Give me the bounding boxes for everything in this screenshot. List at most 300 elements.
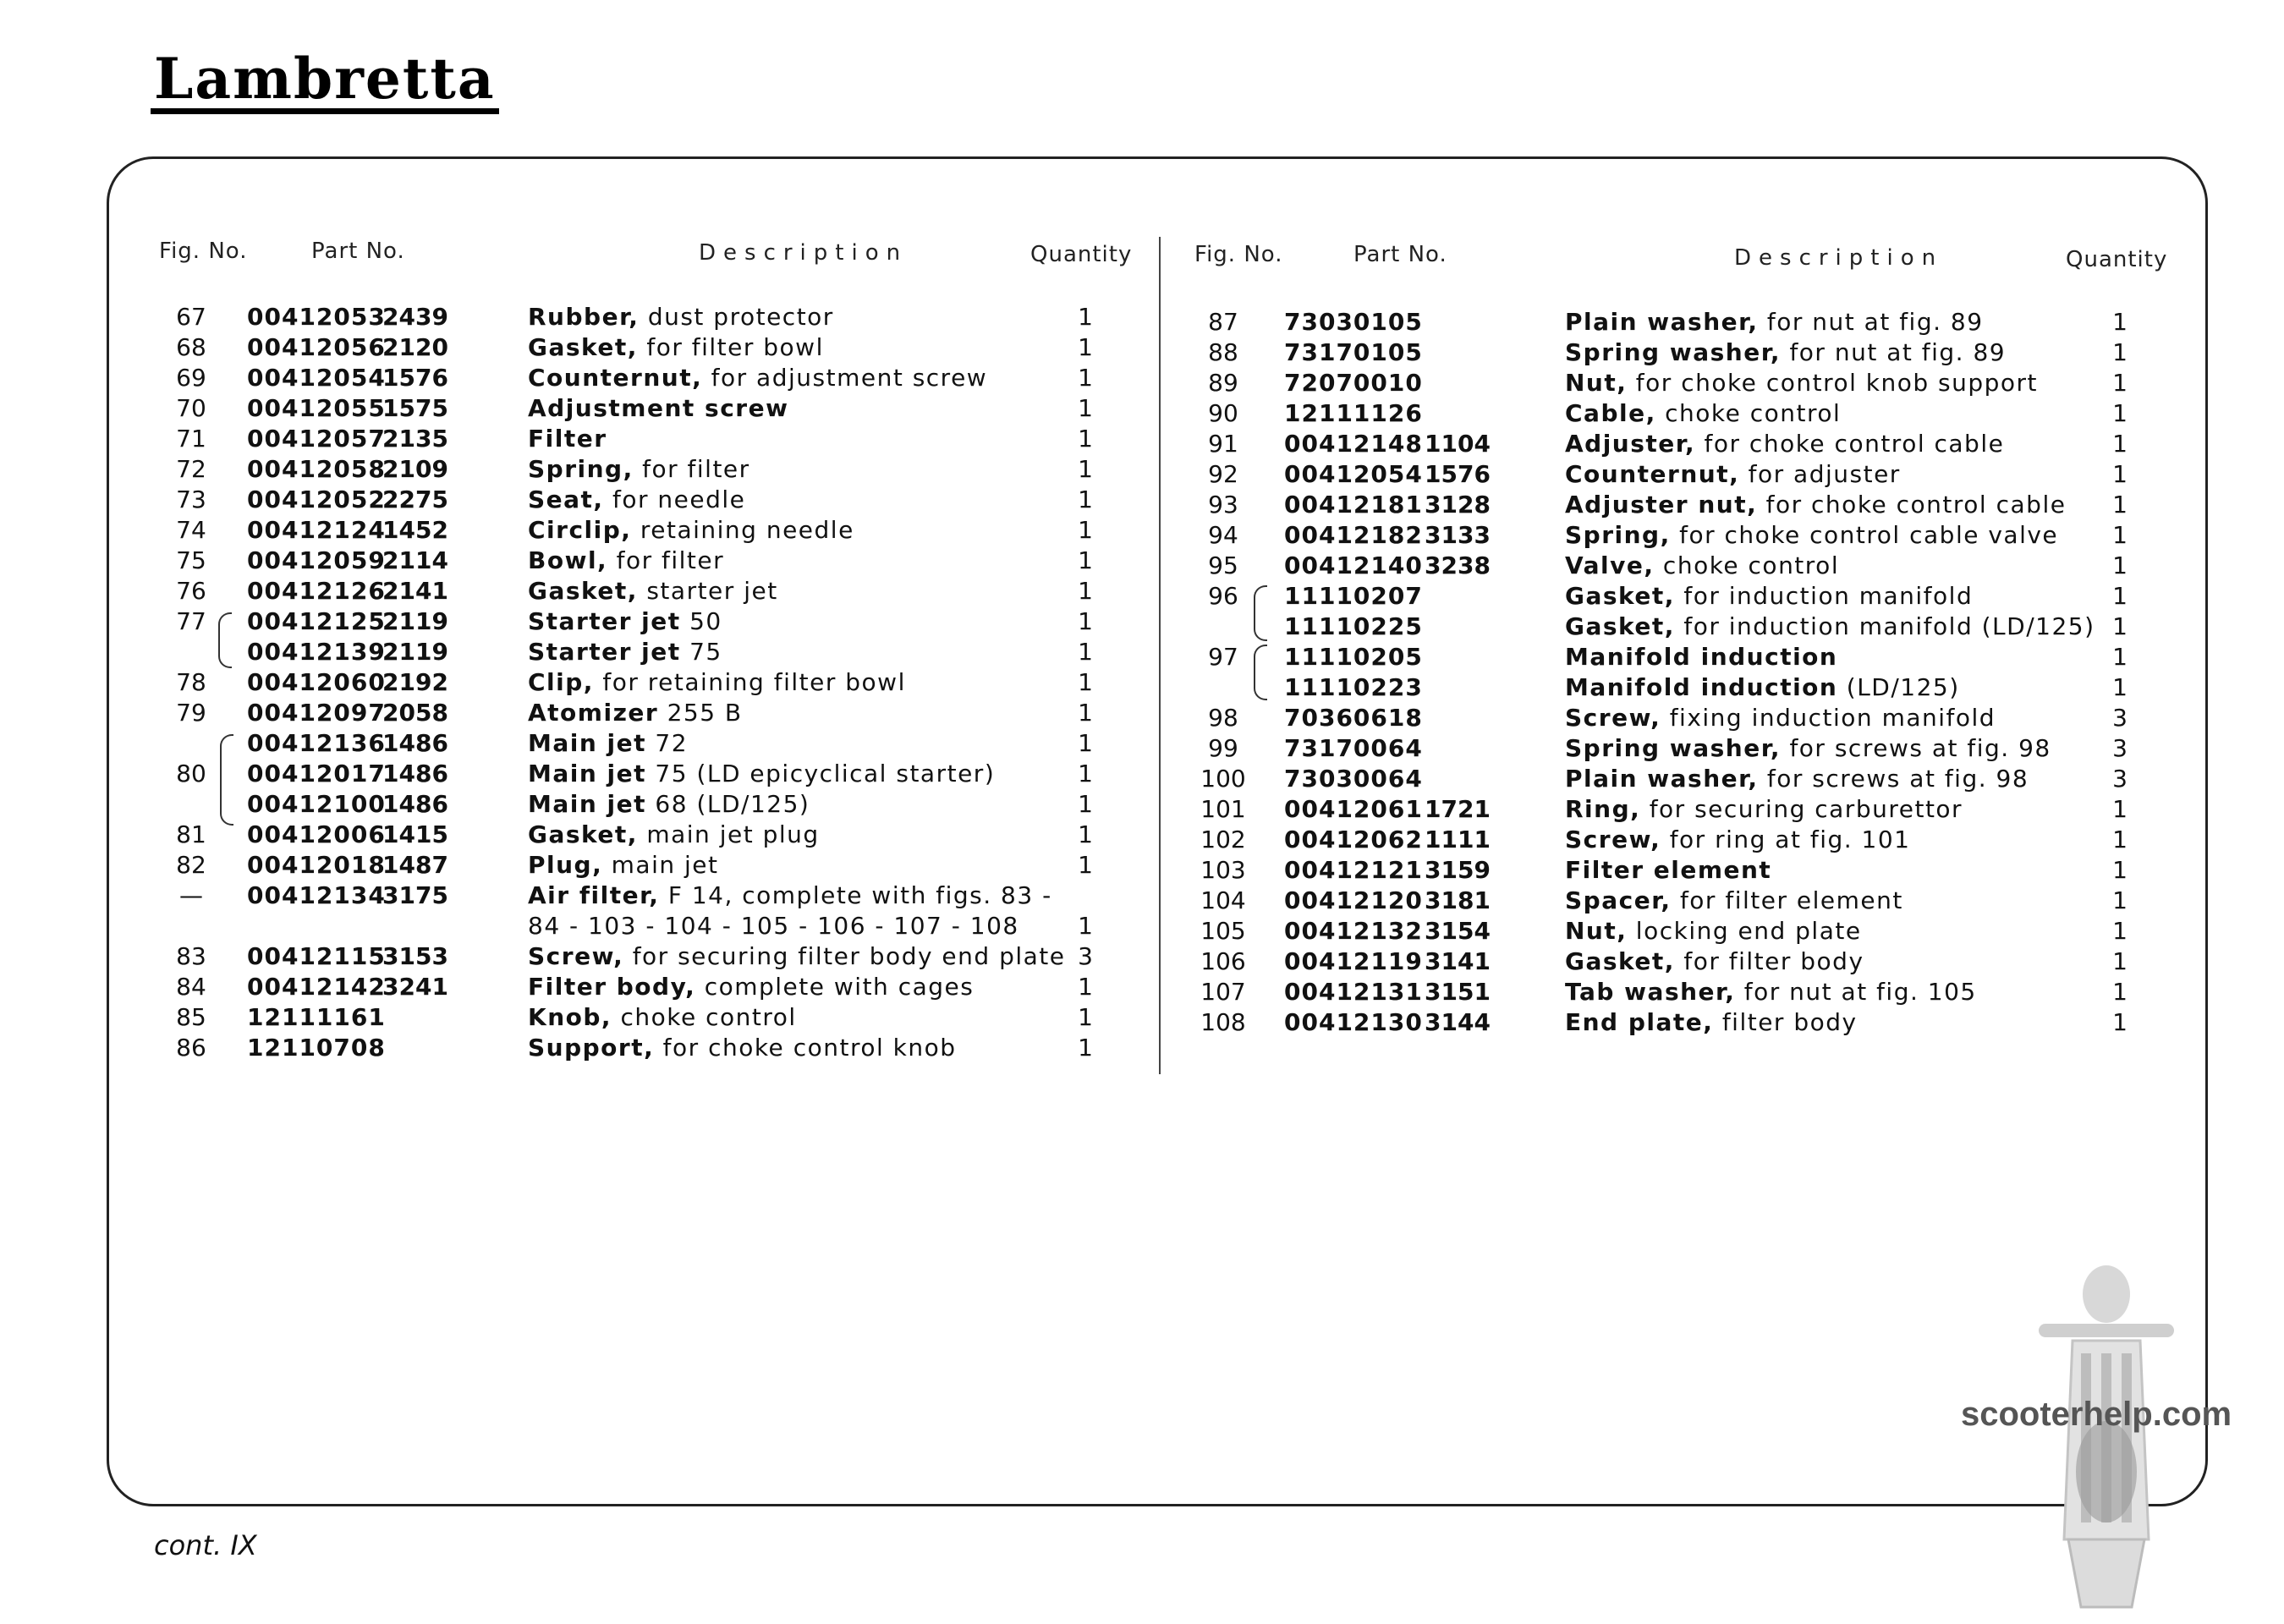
fig-number: 72	[176, 455, 206, 483]
part-name: Starter jet	[528, 638, 681, 666]
part-name: Spring washer,	[1565, 338, 1782, 366]
quantity: 1	[2112, 338, 2128, 366]
quantity: 1	[2112, 399, 2128, 427]
description	[528, 577, 778, 605]
description	[528, 516, 854, 544]
part-code: 3238	[1425, 551, 1491, 579]
header-part-no-left: Part No.	[311, 239, 405, 264]
part-name: Counternut,	[528, 364, 703, 392]
part-number: 00412061	[1284, 795, 1423, 823]
part-detail: for securing filter body end plate	[632, 942, 1066, 970]
part-code: 2275	[382, 486, 448, 513]
part-number: 00412124	[247, 516, 386, 544]
part-name: Counternut,	[1565, 460, 1740, 488]
description	[1565, 643, 1837, 671]
part-detail: for filter bowl	[646, 333, 824, 361]
part-number: 00412125	[247, 607, 386, 635]
quantity: 1	[1078, 455, 1093, 483]
quantity: 1	[2112, 643, 2128, 671]
quantity: 3	[2112, 765, 2128, 793]
fig-number: 80	[176, 760, 206, 787]
part-detail: main jet plug	[646, 820, 820, 848]
part-name: Circlip,	[528, 516, 632, 544]
part-number: 00412054	[1284, 460, 1423, 488]
fig-number: 102	[1200, 826, 1246, 853]
fig-number: 95	[1208, 551, 1238, 579]
quantity: 1	[2112, 795, 2128, 823]
part-code: 1486	[382, 790, 448, 818]
description	[528, 912, 1019, 940]
part-detail: for filter	[642, 455, 750, 483]
description	[1565, 551, 1839, 579]
description	[528, 607, 722, 635]
quantity: 1	[1078, 394, 1093, 422]
brace-fig-96	[1254, 585, 1267, 641]
part-code: 1576	[1425, 460, 1491, 488]
brace-fig-80	[220, 734, 233, 826]
part-name: Clip,	[528, 668, 594, 696]
part-number: 00412054	[247, 364, 386, 392]
part-code: 2439	[382, 303, 448, 331]
part-detail: choke control	[1665, 399, 1842, 427]
part-name: Valve,	[1565, 551, 1655, 579]
part-detail: starter jet	[646, 577, 778, 605]
fig-number: 68	[176, 333, 206, 361]
part-name: Gasket,	[528, 820, 638, 848]
part-name: Gasket,	[1565, 582, 1675, 610]
part-detail: for nut at fig. 89	[1789, 338, 2007, 366]
part-detail: for ring at fig. 101	[1669, 826, 1911, 853]
description	[1565, 612, 2095, 640]
part-name: Seat,	[528, 486, 604, 513]
quantity: 1	[2112, 430, 2128, 458]
part-detail: for retaining filter bowl	[602, 668, 906, 696]
part-detail: 50	[689, 607, 722, 635]
part-name: Filter body,	[528, 973, 696, 1001]
continuation-label: cont. IX	[154, 1529, 257, 1561]
quantity: 3	[1078, 942, 1093, 970]
part-number: 00412131	[1284, 978, 1423, 1006]
part-code: 2119	[382, 638, 448, 666]
quantity: 1	[2112, 826, 2128, 853]
fig-number: 94	[1208, 521, 1238, 549]
header-part-no-right: Part No.	[1353, 242, 1447, 267]
part-detail: 68 (LD/125)	[655, 790, 810, 818]
quantity: 1	[1078, 699, 1093, 727]
part-number: 12111126	[1284, 399, 1423, 427]
part-number: 11110225	[1284, 612, 1423, 640]
part-detail: for nut at fig. 89	[1766, 308, 1984, 336]
part-detail: for screws at fig. 98	[1789, 734, 2051, 762]
quantity: 1	[1078, 790, 1093, 818]
quantity: 1	[1078, 516, 1093, 544]
part-code: 2109	[382, 455, 448, 483]
part-number: 00412057	[247, 425, 386, 453]
quantity: 1	[2112, 491, 2128, 518]
part-number: 00412018	[247, 851, 386, 879]
part-detail: dust protector	[647, 303, 834, 331]
quantity: 1	[2112, 886, 2128, 914]
part-name: Filter element	[1565, 856, 1772, 884]
part-number: 11110205	[1284, 643, 1423, 671]
part-code: 1486	[382, 729, 448, 757]
part-code: 2192	[382, 668, 448, 696]
description	[528, 546, 724, 574]
part-number: 00412062	[1284, 826, 1423, 853]
part-code: 3153	[382, 942, 448, 970]
description	[1565, 673, 1960, 701]
description	[1565, 582, 1973, 610]
part-name: Main jet	[528, 790, 647, 818]
quantity: 1	[2112, 308, 2128, 336]
fig-number: 77	[176, 607, 206, 635]
part-name: Cable,	[1565, 399, 1656, 427]
part-name: Screw,	[1565, 704, 1661, 732]
part-detail: locking end plate	[1635, 917, 1862, 945]
fig-number: 70	[176, 394, 206, 422]
quantity: 1	[1078, 1003, 1093, 1031]
part-number: 00412119	[1284, 947, 1423, 975]
quantity: 1	[1078, 851, 1093, 879]
description	[528, 303, 834, 331]
fig-number: 84	[176, 973, 206, 1001]
fig-number: 78	[176, 668, 206, 696]
description	[528, 790, 810, 818]
quantity: 1	[2112, 582, 2128, 610]
header-quantity-left: Quantity	[1030, 242, 1133, 267]
quantity: 1	[1078, 668, 1093, 696]
header-fig-no-left: Fig. No.	[159, 239, 248, 264]
part-name: Spacer,	[1565, 886, 1672, 914]
part-name: Gasket,	[1565, 612, 1675, 640]
scooter-logo-icon	[2022, 1260, 2191, 1616]
part-name: Starter jet	[528, 607, 681, 635]
column-divider	[1159, 237, 1161, 1074]
quantity: 1	[1078, 1034, 1093, 1062]
part-number: 00412134	[247, 881, 386, 909]
description	[1565, 826, 1911, 853]
part-number: 00412097	[247, 699, 386, 727]
quantity: 1	[1078, 425, 1093, 453]
part-detail: for filter body	[1683, 947, 1864, 975]
part-detail: main jet	[611, 851, 719, 879]
part-number: 00412060	[247, 668, 386, 696]
description	[1565, 460, 1901, 488]
description	[528, 820, 820, 848]
part-number: 00412055	[247, 394, 386, 422]
header-description-left: Description	[699, 240, 909, 266]
part-detail: for choke control cable	[1765, 491, 2067, 518]
part-number: 00412121	[1284, 856, 1423, 884]
quantity: 1	[1078, 607, 1093, 635]
description	[1565, 1008, 1858, 1036]
part-detail: 72	[655, 729, 689, 757]
part-number: 11110207	[1284, 582, 1423, 610]
part-number: 12111161	[247, 1003, 386, 1031]
part-number: 00412053	[247, 303, 386, 331]
fig-number: 86	[176, 1034, 206, 1062]
description	[1565, 704, 1996, 732]
part-code: 3133	[1425, 521, 1491, 549]
fig-number: 74	[176, 516, 206, 544]
header-description-right: Description	[1734, 245, 1944, 271]
part-number: 00412056	[247, 333, 386, 361]
part-number: 00412142	[247, 973, 386, 1001]
part-code: 3181	[1425, 886, 1491, 914]
part-detail: fixing induction manifold	[1669, 704, 1996, 732]
quantity: 1	[1078, 912, 1093, 940]
part-number: 00412181	[1284, 491, 1423, 518]
fig-number: 96	[1208, 582, 1238, 610]
fig-number: 92	[1208, 460, 1238, 488]
quantity: 1	[1078, 973, 1093, 1001]
watermark-text: scooterhelp.com	[1961, 1396, 2232, 1433]
part-detail: for induction manifold (LD/125)	[1683, 612, 2095, 640]
part-number: 00412136	[247, 729, 386, 757]
description	[1565, 369, 2038, 397]
fig-number: 83	[176, 942, 206, 970]
description	[528, 638, 722, 666]
part-detail: for filter	[616, 546, 725, 574]
quantity: 1	[2112, 856, 2128, 884]
part-name: Spring,	[1565, 521, 1671, 549]
part-number: 73170064	[1284, 734, 1423, 762]
description	[528, 455, 750, 483]
fig-number: 89	[1208, 369, 1238, 397]
part-name: Plain washer,	[1565, 765, 1759, 793]
quantity: 1	[2112, 673, 2128, 701]
header-fig-no-right: Fig. No.	[1194, 242, 1283, 267]
part-name: Screw,	[528, 942, 624, 970]
part-name: Plain washer,	[1565, 308, 1759, 336]
part-name: Main jet	[528, 760, 647, 787]
quantity: 1	[1078, 364, 1093, 392]
description	[1565, 947, 1864, 975]
quantity: 1	[1078, 760, 1093, 787]
part-detail: complete with cages	[704, 973, 975, 1001]
part-number: 00412140	[1284, 551, 1423, 579]
part-number: 00412182	[1284, 521, 1423, 549]
description	[528, 851, 718, 879]
part-number: 72070010	[1284, 369, 1423, 397]
part-number: 00412115	[247, 942, 386, 970]
part-name: Nut,	[1565, 917, 1628, 945]
brace-fig-77	[218, 612, 232, 668]
part-detail: for choke control cable	[1704, 430, 2005, 458]
part-code: 3128	[1425, 491, 1491, 518]
part-number: 00412006	[247, 820, 386, 848]
part-code: 1111	[1425, 826, 1491, 853]
part-number: 00412058	[247, 455, 386, 483]
part-number: 00412132	[1284, 917, 1423, 945]
part-detail: for choke control knob	[662, 1034, 957, 1062]
part-name: Ring,	[1565, 795, 1641, 823]
part-name: Manifold induction	[1565, 673, 1838, 701]
fig-number: 107	[1200, 978, 1246, 1006]
description	[1565, 338, 2006, 366]
part-name: Gasket,	[528, 577, 638, 605]
part-name: Nut,	[1565, 369, 1628, 397]
description	[1565, 734, 2051, 762]
part-number: 00412017	[247, 760, 386, 787]
quantity: 1	[1078, 577, 1093, 605]
part-name: Screw,	[1565, 826, 1661, 853]
description	[1565, 917, 1862, 945]
part-detail: for needle	[612, 486, 746, 513]
fig-number: 100	[1200, 765, 1246, 793]
part-name: Air filter,	[528, 881, 660, 909]
part-code: 1487	[382, 851, 448, 879]
part-number: 00412052	[247, 486, 386, 513]
fig-number: 82	[176, 851, 206, 879]
part-code: 2114	[382, 546, 448, 574]
part-number: 00412059	[247, 546, 386, 574]
fig-number: 99	[1208, 734, 1238, 762]
quantity: 1	[1078, 546, 1093, 574]
part-number: 00412120	[1284, 886, 1423, 914]
part-detail: for securing carburettor	[1649, 795, 1963, 823]
part-code: 1452	[382, 516, 448, 544]
part-code: 2120	[382, 333, 448, 361]
quantity: 3	[2112, 704, 2128, 732]
fig-number: 88	[1208, 338, 1238, 366]
part-name: Knob,	[528, 1003, 612, 1031]
part-code: 3141	[1425, 947, 1491, 975]
quantity: 1	[1078, 729, 1093, 757]
description	[528, 973, 974, 1001]
part-number: 73030105	[1284, 308, 1423, 336]
quantity: 1	[2112, 978, 2128, 1006]
part-code: 1415	[382, 820, 448, 848]
quantity: 1	[2112, 947, 2128, 975]
part-name: Gasket,	[528, 333, 638, 361]
part-name: Bowl,	[528, 546, 608, 574]
fig-number: 71	[176, 425, 206, 453]
part-detail: choke control	[1662, 551, 1840, 579]
part-detail: (LD/125)	[1846, 673, 1960, 701]
part-detail: for screws at fig. 98	[1766, 765, 2029, 793]
brace-fig-97	[1254, 645, 1267, 700]
part-detail: 84 - 103 - 104 - 105 - 106 - 107 - 108	[528, 912, 1019, 940]
part-detail: for choke control knob support	[1635, 369, 2039, 397]
quantity: 1	[2112, 551, 2128, 579]
part-number: 11110223	[1284, 673, 1423, 701]
quantity: 1	[1078, 638, 1093, 666]
quantity: 3	[2112, 734, 2128, 762]
part-code: 3144	[1425, 1008, 1491, 1036]
part-detail: for nut at fig. 105	[1743, 978, 1977, 1006]
part-code: 2058	[382, 699, 448, 727]
part-name: Adjustment screw	[528, 394, 789, 422]
part-number: 00412100	[247, 790, 386, 818]
quantity: 1	[2112, 917, 2128, 945]
quantity: 1	[1078, 820, 1093, 848]
part-name: Spring,	[528, 455, 634, 483]
part-detail: retaining needle	[640, 516, 854, 544]
fig-number: 103	[1200, 856, 1246, 884]
description	[528, 942, 1066, 970]
part-code: 2135	[382, 425, 448, 453]
part-detail: choke control	[620, 1003, 797, 1031]
quantity: 1	[1078, 303, 1093, 331]
description	[528, 729, 688, 757]
part-detail: for induction manifold	[1683, 582, 1974, 610]
part-detail: for choke control cable valve	[1679, 521, 2059, 549]
part-detail: 75	[689, 638, 722, 666]
description	[528, 364, 987, 392]
quantity: 1	[2112, 612, 2128, 640]
part-name: Tab washer,	[1565, 978, 1736, 1006]
part-name: Gasket,	[1565, 947, 1675, 975]
quantity: 1	[1078, 333, 1093, 361]
fig-number: 87	[1208, 308, 1238, 336]
fig-number: 97	[1208, 643, 1238, 671]
description	[1565, 491, 2066, 518]
description	[528, 881, 1052, 909]
part-name: Manifold induction	[1565, 643, 1838, 671]
part-code: 2141	[382, 577, 448, 605]
fig-number: 101	[1200, 795, 1246, 823]
part-name: Atomizer	[528, 699, 659, 727]
part-detail: for adjustment screw	[711, 364, 988, 392]
part-name: Plug,	[528, 851, 603, 879]
fig-number: 91	[1208, 430, 1238, 458]
part-number: 73170105	[1284, 338, 1423, 366]
description	[1565, 430, 2004, 458]
fig-number: 106	[1200, 947, 1246, 975]
part-number: 73030064	[1284, 765, 1423, 793]
description	[1565, 978, 1977, 1006]
fig-number: —	[179, 881, 203, 909]
description	[1565, 886, 1903, 914]
part-code: 1575	[382, 394, 448, 422]
part-name: Spring washer,	[1565, 734, 1782, 762]
description	[528, 486, 745, 513]
fig-number: 75	[176, 546, 206, 574]
fig-number: 85	[176, 1003, 206, 1031]
part-code: 1576	[382, 364, 448, 392]
part-name: Filter	[528, 425, 607, 453]
part-code: 3241	[382, 973, 448, 1001]
brand-logo: Lambretta	[151, 51, 499, 114]
fig-number: 108	[1200, 1008, 1246, 1036]
part-detail: for filter element	[1679, 886, 1903, 914]
description	[528, 394, 788, 422]
quantity: 1	[2112, 521, 2128, 549]
part-code: 3159	[1425, 856, 1491, 884]
part-detail: for adjuster	[1748, 460, 1901, 488]
part-code: 3154	[1425, 917, 1491, 945]
quantity: 1	[2112, 369, 2128, 397]
part-number: 12110708	[247, 1034, 386, 1062]
description	[1565, 399, 1841, 427]
fig-number: 105	[1200, 917, 1246, 945]
fig-number: 104	[1200, 886, 1246, 914]
part-detail: F 14, complete with figs. 83 -	[667, 881, 1052, 909]
description	[528, 699, 743, 727]
description	[1565, 308, 1984, 336]
part-number: 00412148	[1284, 430, 1423, 458]
fig-number: 98	[1208, 704, 1238, 732]
description	[528, 760, 995, 787]
part-code: 1104	[1425, 430, 1491, 458]
description	[528, 668, 906, 696]
header-quantity-right: Quantity	[2066, 247, 2168, 272]
part-number: 70360618	[1284, 704, 1423, 732]
description	[1565, 856, 1771, 884]
description	[1565, 765, 2029, 793]
fig-number: 69	[176, 364, 206, 392]
